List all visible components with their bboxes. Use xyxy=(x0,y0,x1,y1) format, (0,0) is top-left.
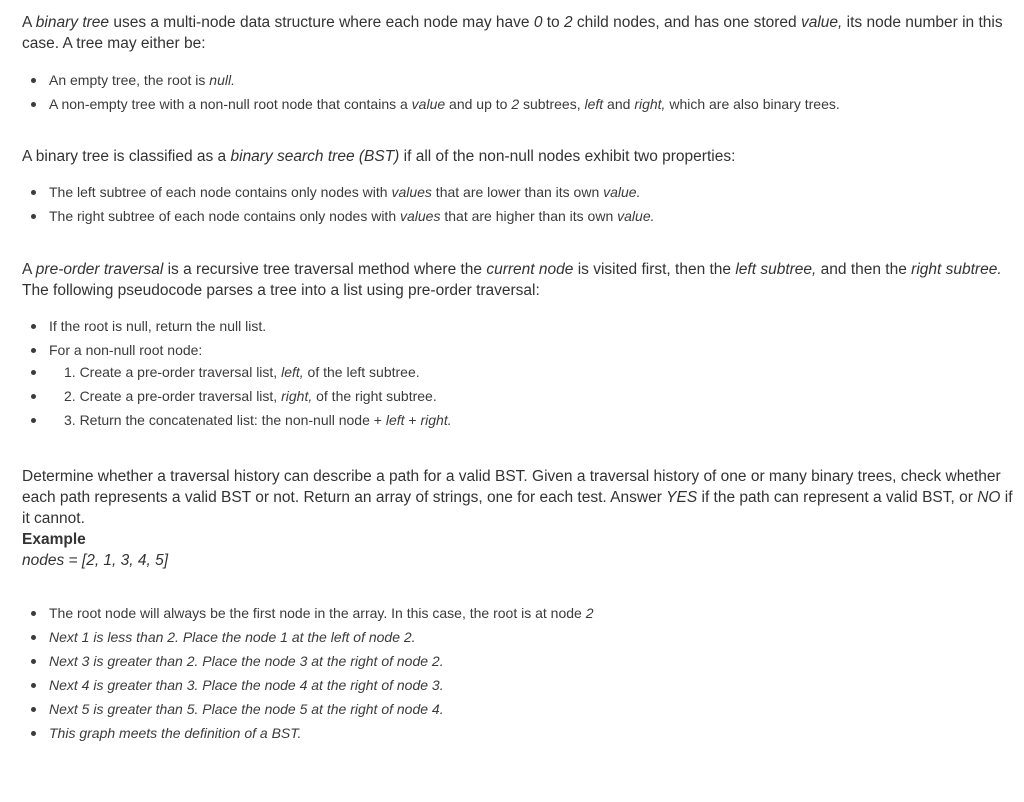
list-item xyxy=(22,182,1014,202)
term-no: NO xyxy=(977,489,1001,506)
term-preorder: pre-order traversal xyxy=(35,261,164,278)
text: The root node will always be the first node in the array. In this case, the root is at node xyxy=(49,605,586,621)
term: left xyxy=(584,96,604,112)
text: The left subtree of each node contains only nodes with xyxy=(49,184,392,200)
term: right. xyxy=(420,412,452,428)
text: and then the xyxy=(816,261,912,278)
term: 2 xyxy=(563,14,573,31)
text: The following pseudocode parses a tree into a list using pre-order traversal: xyxy=(22,282,540,299)
text: to xyxy=(542,14,564,31)
step-item xyxy=(22,386,1014,406)
text: A xyxy=(22,14,36,31)
preorder-paragraph xyxy=(22,259,1014,301)
text: that are higher than its own xyxy=(440,208,618,224)
text: subtrees, xyxy=(519,96,585,112)
text: that are lower than its own xyxy=(431,184,604,200)
list-item xyxy=(22,603,1014,623)
text: Next 5 is greater than 5. Place the node 5 at the right of node 4. xyxy=(49,701,444,717)
term: left subtree, xyxy=(735,261,817,278)
text: A non-empty tree with a non-null root node that contains a xyxy=(49,96,412,112)
term: right, xyxy=(281,388,313,404)
text: If the root is null, return the null list. xyxy=(49,318,267,334)
text: Determine whether a traversal history can describe a path for a valid BST. Given a traversal history of one or many binary trees, check whether each path represents a valid BST or not. Return an array of strings, one for each test. Answer xyxy=(22,468,1001,506)
pseudocode-list xyxy=(22,316,1014,430)
list-item xyxy=(22,699,1014,719)
term: left xyxy=(385,412,405,428)
term-bst: binary search tree (BST) xyxy=(230,148,400,165)
bst-properties-list xyxy=(22,182,1014,226)
pseudocode-steps xyxy=(22,362,1014,430)
term: right, xyxy=(634,96,666,112)
text: child nodes, and has one stored xyxy=(572,14,801,31)
text: Next 4 is greater than 3. Place the node 4 at the right of node 3. xyxy=(49,677,444,693)
term: values xyxy=(400,208,441,224)
text: Next 1 is less than 2. Place the node 1 at the left of node 2. xyxy=(49,629,416,645)
term: right subtree. xyxy=(911,261,1002,278)
term: 0 xyxy=(533,14,543,31)
text: if it cannot. xyxy=(22,489,1013,527)
term: 2 xyxy=(585,605,594,621)
list-item xyxy=(22,723,1014,743)
intro-paragraph xyxy=(22,12,1014,54)
text: For a non-null root node: xyxy=(49,342,203,358)
text: and up to xyxy=(445,96,512,112)
term: left, xyxy=(281,364,304,380)
text: 3. Return the concatenated list: the non-null node + xyxy=(64,412,386,428)
text: The right subtree of each node contains only nodes with xyxy=(49,208,400,224)
bst-paragraph xyxy=(22,146,1014,167)
task-paragraph xyxy=(22,466,1014,529)
term: null. xyxy=(209,72,235,88)
text: if all of the non-null nodes exhibit two properties: xyxy=(399,148,736,165)
term: value. xyxy=(603,184,641,200)
text: An empty tree, the root is xyxy=(49,72,210,88)
term: current node xyxy=(486,261,574,278)
text: A binary tree is classified as a xyxy=(22,148,231,165)
text: its node number in this case. A tree may either be: xyxy=(22,14,1003,52)
text: and xyxy=(603,96,635,112)
text: 1. Create a pre-order traversal list, xyxy=(64,364,282,380)
text: uses a multi-node data structure where each node may have xyxy=(109,14,534,31)
text: A xyxy=(22,261,36,278)
list-item xyxy=(22,675,1014,695)
list-item xyxy=(22,206,1014,226)
text: This graph meets the definition of a BST. xyxy=(49,725,302,741)
example-heading: Example xyxy=(22,531,86,548)
text: Next 3 is greater than 2. Place the node 3 at the right of node 2. xyxy=(49,653,444,669)
text: 2. Create a pre-order traversal list, xyxy=(64,388,282,404)
term: 2 xyxy=(511,96,520,112)
list-item xyxy=(22,651,1014,671)
tree-types-list xyxy=(22,70,1014,114)
term: value xyxy=(411,96,446,112)
list-item xyxy=(22,94,1014,114)
list-item xyxy=(22,340,1014,430)
text: is visited first, then the xyxy=(573,261,736,278)
text: of the right subtree. xyxy=(312,388,437,404)
explanation-list xyxy=(22,603,1014,743)
term-value: value, xyxy=(800,14,843,31)
text: is a recursive tree traversal method where the xyxy=(163,261,487,278)
list-item xyxy=(22,627,1014,647)
term-yes: YES xyxy=(666,489,698,506)
list-item xyxy=(22,70,1014,90)
text: + xyxy=(404,412,421,428)
step-item xyxy=(22,362,1014,382)
term: values xyxy=(391,184,432,200)
text: of the left subtree. xyxy=(303,364,420,380)
term-binary-tree: binary tree xyxy=(35,14,110,31)
example-input: nodes = [2, 1, 3, 4, 5] xyxy=(22,552,169,569)
text: which are also binary trees. xyxy=(665,96,840,112)
text: if the path can represent a valid BST, or xyxy=(697,489,978,506)
term: value. xyxy=(617,208,655,224)
list-item xyxy=(22,316,1014,336)
step-item xyxy=(22,410,1014,430)
